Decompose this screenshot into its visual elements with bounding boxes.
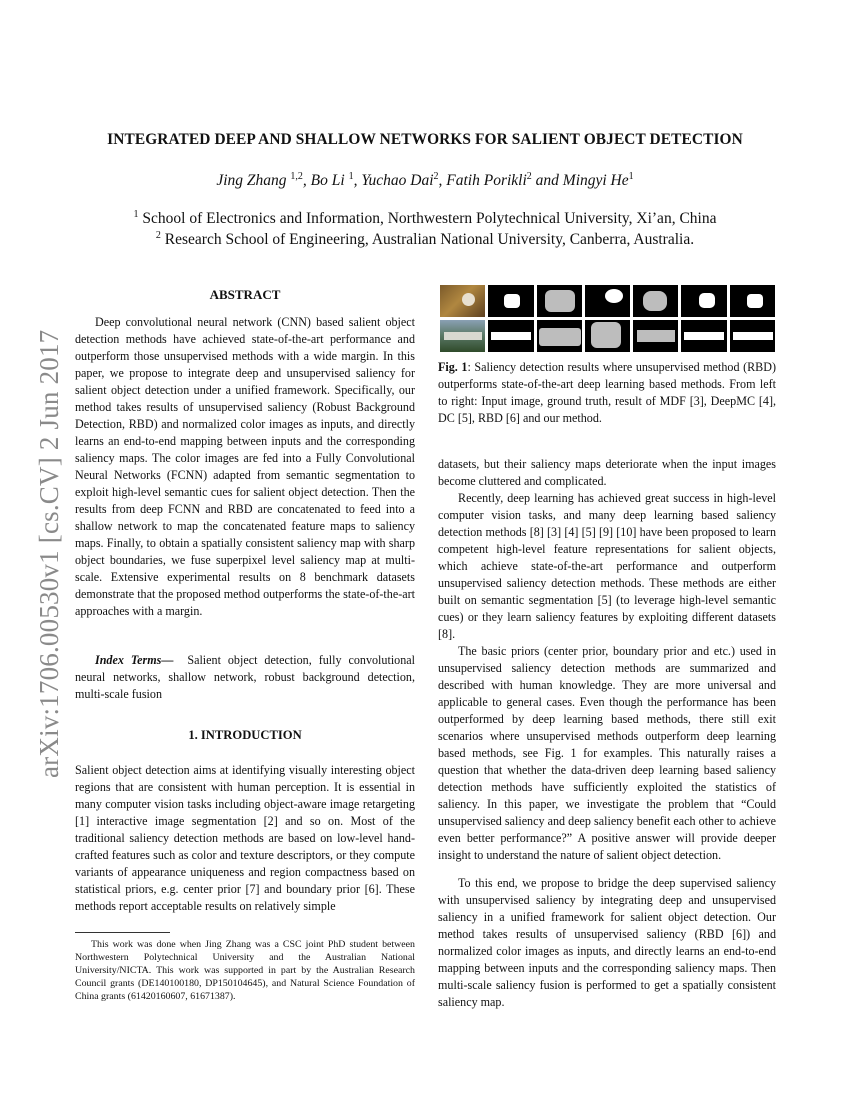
author-affiliation-mark: 2 <box>433 171 439 182</box>
section-heading-introduction: 1. INTRODUCTION <box>188 728 302 742</box>
author-name: Fatih Porikli <box>446 172 527 189</box>
figure-deepmc-map <box>585 285 630 317</box>
figure-1-caption <box>438 359 776 427</box>
author-affiliation-mark: 2 <box>526 171 532 182</box>
figure-deepmc-map <box>585 320 630 352</box>
abstract-text: Deep convolutional neural network (CNN) based salient object detection methods have achieved state-of-the-art performance and outperform those unsupervised methods with a wide margin. In this paper, we propose to integrate deep and unsupervised saliency for salient object detection under a unified framework. Specifically, our method takes results of unsupervised saliency (Robust Background Detection, RBD) and normalized color images as inputs, and directly learns an end-to-end mapping between inputs and the corresponding saliency maps. The color images are fed into a Fully Convolutional Neural Networks (FCNN) adapted from semantic segmentation to exploit high-level semantic cues for salient object detection. Then the results from deep FCNN and RBD are concatenated to feed into a shallow network to map the concatenated feature maps to saliency maps. Finally, to obtain a spatially consistent saliency map with sharp object boundaries, we fuse superpixel level saliency map at multi-scale. Extensive experimental results on 8 benchmark datasets demonstrate that the proposed method outperforms the state-of-the-art approaches with a margin. <box>75 315 415 618</box>
author-name: Yuchao Dai <box>361 172 434 189</box>
author-name: Jing Zhang <box>216 172 287 189</box>
figure-caption-text: : Saliency detection results where unsupervised method (RBD) outperforms state-of-the-art deep learning based methods. From left to right: Input image, ground truth, result of MDF [3], DeepMC [4], DC [5], RBD [6] and our method. <box>438 360 777 425</box>
abstract-heading: ABSTRACT <box>209 287 281 302</box>
figure-ground-truth-map <box>488 320 533 352</box>
paper-title: INTEGRATED DEEP AND SHALLOW NETWORKS FOR SALIENT OBJECT DETECTION <box>107 131 743 148</box>
figure-our-method-map <box>730 285 775 317</box>
figure-ground-truth-map <box>488 285 533 317</box>
author-list: Jing Zhang $^{1,2}$, Bo Li $^1$, Yuchao Dai$^2$, Fatih Porikli$^2$ and Mingyi He$^1$ <box>216 171 634 189</box>
figure-input-image <box>440 285 485 317</box>
arxiv-identifier <box>28 300 68 780</box>
affiliation-mark: 2 <box>155 230 161 241</box>
author-name: Bo Li <box>310 172 345 189</box>
figure-caption-label: Fig. 1 <box>438 360 468 374</box>
figure-our-method-map <box>730 320 775 352</box>
author-affiliation-mark: 1 <box>348 171 354 182</box>
figure-mdf-map <box>537 320 582 352</box>
introduction-paragraph: Salient object detection aims at identifying visually interesting object regions that are consistent with human perception. It is essential in many computer vision tasks including object-aware image retargeting [1] interactive image segmentation [2] and so on. Most of the traditional saliency detection methods are based on low-level hand-crafted features such as color and texture descriptors, or they compute variants of appearance uniqueness and region compactness based on statistical priors, e.g. center prior [7] and boundary prior [6]. These methods report acceptable results on relatively simple <box>75 763 415 913</box>
index-terms-label: Index Terms— <box>95 653 174 667</box>
figure-dc-map <box>633 320 678 352</box>
affiliation-mark: 1 <box>133 209 139 220</box>
body-paragraph: To this end, we propose to bridge the deep supervised saliency with unsupervised saliency by integrating deep and unsupervised saliency in a unified framework for salient object detection. Our method takes results of unsupervised saliency (RBD [6]) and normalized color images as inputs, and directly learns an end-to-end mapping between inputs and the corresponding saliency maps. Then multi-scale saliency fusion is performed to get a spatially consistent saliency map. <box>438 876 776 1009</box>
body-paragraph: Recently, deep learning has achieved great success in high-level computer vision tasks, and many deep learning based saliency detection methods [8] [3] [4] [5] [9] [10] have been proposed to learn competent high-level feature representations for salient objects, which achieve state-of-the-art performance and outperform unsupervised saliency detection methods. These methods are either built on semantic segmentation [5] (to leverage high-level semantic cues) or they learn saliency features by exploiting different datasets [8]. <box>438 491 776 641</box>
affiliations <box>70 208 780 250</box>
index-terms <box>75 652 415 703</box>
affiliation-line <box>70 229 780 250</box>
figure-mdf-map <box>537 285 582 317</box>
footnote: This work was done when Jing Zhang was a CSC joint PhD student between Northwestern Polytechnical University and the Australian National University/NICTA. This work was supported in part by the Australian Research Council grants (DE140100180, DP150104645), and Natural Science Foundation of China grants (61420160607, 61671387). <box>75 939 415 1002</box>
author-affiliation-mark: 1 <box>628 171 634 182</box>
figure-rbd-map <box>681 285 726 317</box>
affiliation-line <box>70 208 780 229</box>
index-terms-text: Salient object detection, fully convolutional neural networks, shallow network, robust background detection, multi-scale fusion <box>75 653 415 701</box>
affiliation-text: Research School of Engineering, Australian National University, Canberra, Australia. <box>164 231 695 248</box>
author-name: Mingyi He <box>562 172 629 189</box>
figure-input-image <box>440 320 485 352</box>
figure-rbd-map <box>681 320 726 352</box>
arxiv-identifier-text: arXiv:1706.00530v1 [cs.CV] 2 Jun 2017 <box>34 329 64 778</box>
figure-1-image-grid <box>440 285 775 352</box>
figure-dc-map <box>633 285 678 317</box>
body-paragraph: The basic priors (center prior, boundary prior and etc.) used in unsupervised saliency detection methods are summarized and described with human knowledge. They are more universal and applicable to general cases. Even though the performance has been outperformed by deep learning based methods, there still exit scenarios where unsupervised methods outperform deep learning based methods, see Fig. 1 for examples. This naturally raises a question that whether the data-driven deep learning based saliency detection methods have sufficiently exploited the statistics of saliency. In this paper, we investigate the problem that “Could unsupervised saliency and deep saliency benefit each other to achieve even better performance?” A positive answer will provide deeper insight to understand the nature of salient object detection. <box>438 644 776 862</box>
footnote-divider <box>75 932 170 933</box>
affiliation-text: School of Electronics and Information, Northwestern Polytechnical University, Xi’an, China <box>142 210 717 227</box>
body-paragraph: datasets, but their saliency maps deteriorate when the input images become cluttered and complicated. <box>438 457 776 488</box>
author-affiliation-mark: 1,2 <box>290 171 303 182</box>
